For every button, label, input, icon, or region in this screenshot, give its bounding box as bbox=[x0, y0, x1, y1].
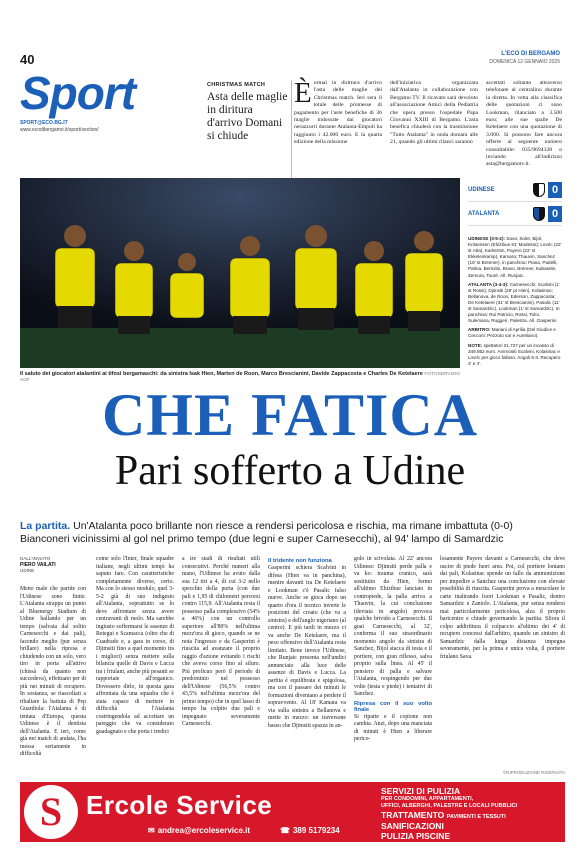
udinese-lineup: UDINESE (3-5-2): Sava; Solet, Bijol, Kristensen (Ehizibue 81' Modesto); Lovric (22' st Atta), Karlström, Payero (22' st Ekkelenkamp), Kamara; Thauvin, Sanchez (16' st Brenner), in panchina: Piana, Padelli, Palma, Bertolini, Bravo, Brenner, Kabasele, Zemura, Touré. All. Runjaic. bbox=[468, 236, 562, 278]
masthead-date: DOMENICA 12 GENNAIO 2025 bbox=[489, 59, 560, 65]
section-header bbox=[20, 68, 195, 133]
ad-service-1: SERVIZI DI PULIZIA bbox=[381, 786, 461, 796]
team-photo bbox=[20, 178, 460, 368]
side-article-headline: Asta delle maglie in diritura d'arrivo Domani si chiude bbox=[207, 91, 288, 142]
ad-service-3: SANIFICAZIONI bbox=[381, 821, 444, 831]
ad-logo-icon bbox=[24, 785, 78, 839]
article-column-2: come solo l'Inter, finale squadre italiane, negli ultimi tempi ha saputo fare. Con caratteristiche completamente diverse, certo. Ma con lo stesso modulo, quel 3-5-2 già di suo indigesto all'Atalanta, soprattutto se lo deve affrontare senza avere centravanti di ruolo. Ma sarebbe ingiusto soffermarsi le assenze di Retegui e Scamacca (oltre che di Cuadrado e, a gara in corso, di Djimsiti fino a quel momento tra i migliori) senza mettere sulla bilancia quelle di Davis e Lucca tra i friulani, anche più pesanti se rapportate all'organico. Dovessero dirlo, in questa gara affrontata da una squadra che è stata capace di mettere in difficoltà l'Atalanta costringendola ad accettare un pareggio che va considerato guadagnato e che porta i tredici bbox=[96, 556, 174, 735]
byline bbox=[20, 556, 72, 574]
photo-credit: FOTOSERVIZIO AGF bbox=[20, 372, 460, 383]
ad-service-1c: UFFICI, ALBERGHI, PALESTRE E LOCALI PUBBLICI bbox=[381, 803, 517, 809]
side-article-text-2: dell'iniziativa organizzata dall'Atalanta in collaborazione con Bergamo TV. Il ricavato sarà devoluto all'associazione Amici della Pediatria che opera presso l'ospedale Papa Giovanni XXIII di Bergamo. L'asta benefica chiuderà con la trasmissione "Tutto Atalanta" in onda domani alle 21, quando gli ultimi rilanci saranno bbox=[390, 80, 478, 146]
article-subhead-2: Ripresa con il suo volto finale bbox=[354, 700, 432, 713]
ad-services bbox=[381, 786, 561, 841]
masthead bbox=[489, 50, 560, 66]
byline-label: DALL'INVIATO bbox=[20, 556, 51, 561]
article-column-4-text: Gasperini schiera Scalvini in difesa (Hien va in panchina), mentre davanti tra De Ketelaere e Lookman c'è Pasalic falso nueve. Anche se gioca dopo un quarto d'ora il tecnico inverte le posizioni del croato (che va a sinistra) e dell'anglo nigeriano (al centro). E più tardi in mezzo ci va anche De Ketelaere, ma il peso offensivo dell'Atalanta resta limitato. Bene invece l'Udinese, che Runjaic presenta nell'undici annunciato alla luce delle assenze di Davis e Lucca. La partita è equilibrata e spigolosa, ma con il passare dei minuti le formazioni diventano a perdere il sopravvento. Al 18' Kamara va via sulla sinistra a Bellanova e mette in mezzo: un traversone basso che Djimsiti spazza in an- bbox=[268, 565, 346, 729]
article-column-5-text: golo in scivolata. Al 22' ancora Udinese: Djimsiti perde palla e va ko: trauma cranico, sarà sostituito da Hien, fermo all'ultimo Ehizibue lanciato in contropiede, la palla arriva a Thauvin, la cui conclusione (deviata in angolo) provoca qualche brivido a Carnesecchi. Il guai Carnesecchi, al 32', conferma il suo straordinario momento angolo da sinistra di Sanchez, Bijol stacca di testa e il portiere, con gran riflesso, salva proprio sulla linea. Al 45' il pensiero di palla e salvare l'Atalanta, respingendo per due volte (testa e piede) i tentativi di Sanchez. bbox=[354, 556, 432, 697]
masthead-title: L'ECO DI BERGAMO bbox=[501, 51, 560, 57]
summary-text: Un'Atalanta poco brillante non riesce a rendersi pericolosa e rischia, ma rimane imbattuta (0-0) Bianconeri vicinissimi al gol nel primo tempo (due legni e super Carnesecchi), al 94' lampo di Samardzic bbox=[20, 520, 513, 545]
drop-cap: È bbox=[294, 77, 312, 109]
article-column-1: Meno male che partite con l'Udinese sono finite. L'Atalanta strappa un punto al Bluenergy Stadium di Udine ballando per un tempo (salvata dal solito Carnesecchi e dai pali), facendo meglio (pur senza brillare) nella ripresa e chiudendo con un solo, vero tiro in porta all'attivo (chissà da quanto non succedeva), effettuato per di più nei minuti di recupero. In sostanza, se riascoltati a ribaltare la battuta di Pep Guardiola: l'Atalanta è di tentata d'Europa, questa Udinese è il dentista dell'Atalanta. E ieri, come già nei match di andata, l'ha messa seriamente in difficoltà bbox=[20, 586, 86, 757]
section-url[interactable]: www.ecodibergamo.it/sport/section/ bbox=[20, 127, 99, 133]
lineups bbox=[468, 236, 562, 367]
article-column-5 bbox=[354, 556, 432, 744]
home-team: UDINESE bbox=[468, 186, 495, 193]
summary-label: La partita. bbox=[20, 520, 71, 532]
article-column-6: losamente Payero davanti a Carnesecchi, che deve uscire di piede fuori area. Poi, col portiere lontano dai pali, Kolasinac spende un fallo da ammonizione per impedire a Sanchez una conclusione con elevate possibilità di riuscita. Gasperini prova a mescolare le carte inaltrando fuori Lookman e Pasalic, dentro Samardzic e Zaniolo. L'Atalanta, pur senza rendersi mai particolarmente pericolosa, alza il proprio baricentro e chiude governando la partita. Sfiora il colpo addirittura il colpaccio al'ultimo dei 4' di recupero concessi dall'arbitro, quando un sinistro di Samardzic dalla lunga distanza impegna severamente, per la prima e unica volta, il portiere friulano Sava. bbox=[440, 556, 565, 660]
away-score: 0 bbox=[548, 206, 562, 222]
byline-location: UDINE bbox=[20, 568, 35, 573]
away-team: ATALANTA bbox=[468, 210, 500, 217]
section-email[interactable]: SPORT@ECO.BG.IT bbox=[20, 120, 68, 126]
ad-phone[interactable]: ☎ 389 5179234 bbox=[280, 826, 340, 835]
article-subhead-1: Il tridente non funziona bbox=[268, 558, 332, 564]
side-article-kicker: CHRISTMAS MATCH bbox=[207, 82, 266, 88]
atalanta-lineup: ATALANTA (3-4-3): Carnesecchi; Scalvini (1' st Rossi), Djimsiti (28' pt Hien), Kolasinac; Bellanova, de Roon, Ederson, Zappacosta; De Ketelaere (31' st Brescianini), Pasalic (11' st Samardzic), Lookman (1' st Samardzic). In panchina: Rui Patricio, Rossi, Toloi, Sulemana, Ruggeri, Palestra. All. Gasperini. bbox=[468, 281, 560, 324]
byline-author: PIERO VAILATI bbox=[20, 562, 56, 568]
envelope-icon: ✉ bbox=[148, 826, 155, 835]
section-title: Sport bbox=[20, 67, 136, 119]
ad-service-4: PULIZIA PISCINE bbox=[381, 831, 451, 841]
ad-service-2: TRATTAMENTO PAVIMENTI E TESSUTI bbox=[381, 810, 506, 820]
ad-logo-letter: S bbox=[39, 789, 63, 834]
ad-contact bbox=[148, 826, 340, 835]
score-row-home bbox=[468, 178, 562, 202]
ad-email[interactable]: ✉ andrea@ercoleservice.it bbox=[148, 826, 250, 835]
side-article-text-3: accettati soltanto attraverso telefonate al centralino durante la diretta. In vetta alla classifica delle quotazioni ci sono Lookman, rilanciato a 3.500 euro; alle sue spalle De Ketelaere con una quotazione di 3.000. Si possono fare ancora offerte al seguente numero consultabile: 035/9694128 o inviando all'indirizzo asta@bergamotv.it. bbox=[486, 80, 562, 168]
atalanta-crest-icon bbox=[533, 207, 545, 221]
side-article-body-1: ormai in dirittura d'arrivo l'asta delle maglie del Christmas match. Ieri sera il totale delle promesse di pagamento per l'aste benefiche di 36 maglie indossate dai giocatori nerazzurri durante Atalanta-Empoli ha raggiunto i 42.000 euro. E la quarta edizione della missione bbox=[294, 80, 382, 146]
ad-service-1b: PER CONDOMINI, APPARTAMENTI, bbox=[381, 796, 474, 802]
phone-icon: ☎ bbox=[280, 826, 290, 835]
ad-company-name: Ercole Service bbox=[86, 790, 273, 820]
match-notes: NOTE: spettatori 21.727 per un incasso di 349.852 euro. Ammoniti Scalvini, Kolasinac e Lovric per gioco falloso. Angoli 5-3. Recupero 3' e 4'. bbox=[468, 342, 561, 366]
sub-headline: Pari sofferto a Udine bbox=[114, 448, 466, 494]
column-divider bbox=[291, 80, 292, 180]
referee: ARBITRO: Mariani di Aprilia (Del Giudice e Cecconi; Pezzuto var e Aureliano). bbox=[468, 327, 556, 339]
side-article bbox=[207, 82, 289, 143]
score-row-away bbox=[468, 202, 562, 226]
article-column-3: a tre stadi di risultati utili consecutivi. Perché numeri alla mano, l'Udinese ha avuto dalla sua 12 tiri a 4, di cui 3-2 nello specchio della porta (con due pali e 1,95 di chilometri percorsi contro 115,9. All'Atalanta resta il possesso palla complessivo (54% a 46%) con un controllo superiore all'80% nell'ultima mezz'ora di gioco, quando se ne nota l'ingresso e da Gasperini è riuscita ad avanzare il proprio raggio d'azione evitando i rischi che aveva corso fino al siluro. Più proficuo però il periodo di predominio nel possesso dell'Udinese (56,5% contro 43,5% nell'ultima mezz'ora del primo tempo) che in quel lasso di tempo ha colpito due pali e impegnato severamente Carnesecchi. bbox=[182, 556, 260, 727]
copyright-notice: ©RIPRODUZIONE RISERVATA bbox=[503, 770, 565, 775]
side-article-text-1 bbox=[294, 77, 382, 147]
summary bbox=[20, 520, 565, 546]
photo-caption-text: Il saluto dei giocatori atalantini ai tifosi bergamaschi: da sinistra Isak Hien, Marten de Roon, Marco Brescianini, Davide Zappacosta e Charles De Ketelaere bbox=[20, 371, 423, 377]
page-number: 40 bbox=[20, 52, 35, 67]
article-column-4 bbox=[268, 556, 346, 730]
main-headline: CHE FATICA bbox=[101, 382, 479, 448]
udinese-crest-icon bbox=[533, 183, 545, 197]
home-score: 0 bbox=[548, 182, 562, 198]
article-column-5b-text: Si riparte e il copione non cambia. Anzi, dopo una manciata di minuti è Hien a liberare perico- bbox=[354, 713, 432, 742]
advertisement[interactable] bbox=[20, 782, 565, 842]
scoreboard bbox=[468, 178, 562, 370]
